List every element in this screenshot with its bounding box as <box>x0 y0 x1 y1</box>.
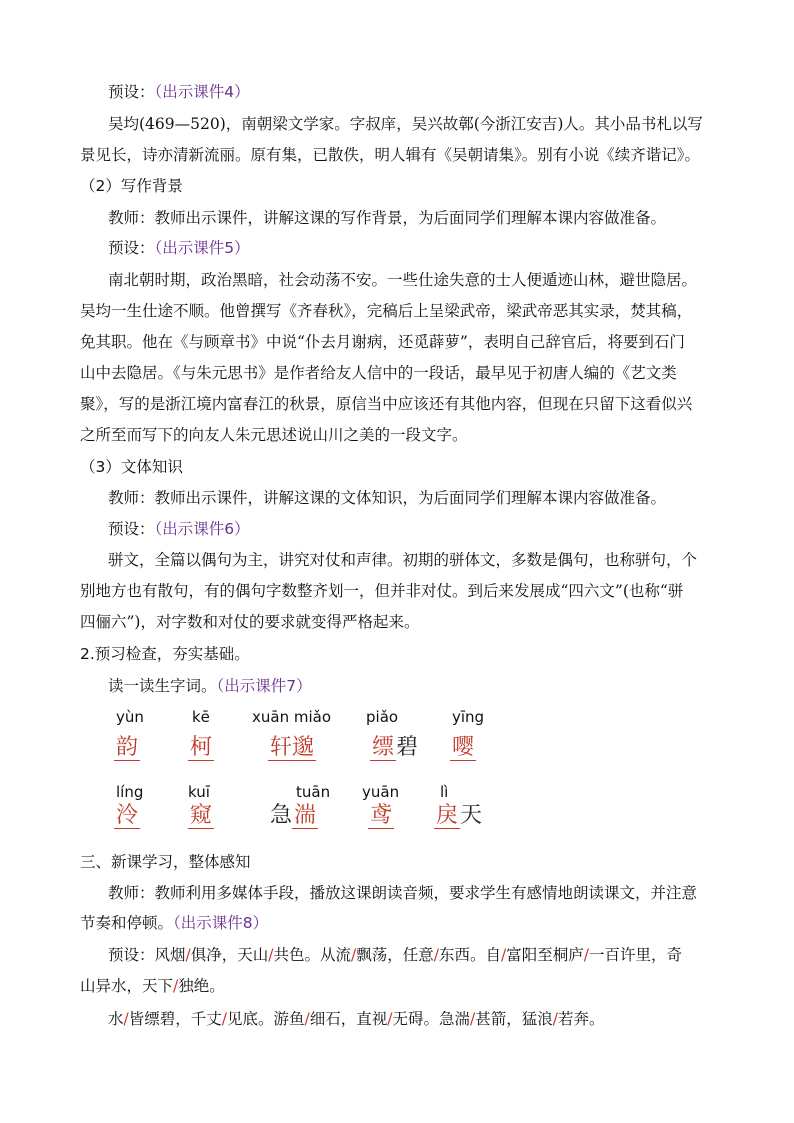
preset-label: 预设： <box>108 83 155 101</box>
pinyin-ling: líng <box>116 783 144 801</box>
text-segment: 预设：风烟 <box>108 946 186 964</box>
text-segment: 鸢 <box>370 803 393 828</box>
pause-slash: / <box>387 1010 393 1028</box>
text-segment: 飘荡，任意 <box>356 946 434 964</box>
reading-pause-line-2 <box>80 976 225 996</box>
background-para-4: 山中去隐居。《与朱元思书》是作者给友人信中的一段话，最早见于初唐人编的《艺文类 <box>80 364 677 382</box>
text-segment: 山异水，天下 <box>80 977 174 995</box>
preview-heading: 2.预习检查，夯实基础。 <box>80 645 250 663</box>
pause-slash: / <box>501 946 507 964</box>
pause-slash: / <box>268 946 274 964</box>
text-segment: 甚箭，猛浪 <box>475 1010 553 1028</box>
pause-slash: / <box>583 946 589 964</box>
text-segment: 皆缥碧，千丈 <box>128 1010 222 1028</box>
pinyin-yuan: yuān <box>362 783 400 801</box>
pinyin-li: lì <box>440 783 449 801</box>
text-segment: 若奔。 <box>558 1010 605 1028</box>
cue-courseware-4: （出示课件4） <box>154 83 250 101</box>
word-piaobi <box>370 735 418 761</box>
text-segment: 窥 <box>190 803 213 828</box>
text-segment: 嘤 <box>452 735 475 760</box>
preset-line-6 <box>108 519 250 539</box>
text-segment: 东西。自 <box>439 946 502 964</box>
pinyin-ying: yīng <box>452 708 485 726</box>
pinyin-piao: piǎo <box>366 708 399 726</box>
text-segment: 节奏和停顿。 <box>80 914 174 932</box>
genre-para-3: 四俪六”)，对字数和对仗的要求就变得严格起来。 <box>80 613 420 631</box>
word-yuan <box>368 803 394 829</box>
genre-para-2: 别地方也有散句，有的偶句字数整齐划一，但并非对仗。到后来发展成“四六文”(也称“骈 <box>80 582 684 600</box>
pause-slash: / <box>304 1010 310 1028</box>
pause-slash: / <box>552 1010 558 1028</box>
text-segment: 见底。游鱼 <box>227 1010 305 1028</box>
text-segment: 碧 <box>396 735 419 760</box>
reading-pause-line-3 <box>108 1009 605 1029</box>
word-litian <box>434 803 482 829</box>
background-para-1: 南北朝时期，政治黑暗，社会动荡不安。一些仕途失意的士人便遁迹山林，避世隐居。 <box>108 271 698 289</box>
text-segment: 韵 <box>116 735 139 760</box>
background-para-2: 吴均一生仕途不顺。他曾撰写《齐春秋》，完稿后上呈梁武帝，梁武帝恶其实录，焚其稿， <box>80 302 693 320</box>
word-ke <box>188 735 214 761</box>
text-segment: 柯 <box>190 735 213 760</box>
pinyin-ke: kē <box>192 708 210 726</box>
author-line-1: 吴均(469—520)，南朝梁文学家。字叔庠，吴兴故鄣(今浙江安吉)人。其小品书札以写 <box>108 115 703 133</box>
genre-para-1: 骈文，全篇以偶句为主，讲究对仗和声律。初期的骈体文，多数是偶句，也称骈句，个 <box>108 551 698 569</box>
pinyin-yun: yùn <box>116 708 144 726</box>
pause-slash: / <box>351 946 357 964</box>
preview-read-line <box>108 676 312 696</box>
text-segment: 天 <box>460 803 483 828</box>
section3-heading: 三、新课学习，整体感知 <box>80 853 251 871</box>
text-segment: 富阳至桐庐 <box>506 946 584 964</box>
text-segment: 共色。从流 <box>273 946 352 964</box>
text-segment: 水 <box>108 1010 124 1028</box>
genre-heading: （3）文体知识 <box>80 458 183 476</box>
text-segment: 急 <box>270 803 293 828</box>
background-para-3: 免其职。他在《与顾章书》中说“仆去月谢病，还觅薜萝”，表明自己辞官后，将要到石门 <box>80 333 685 351</box>
text-segment: 一百许里，奇 <box>589 946 683 964</box>
reading-pause-line-1 <box>108 945 682 965</box>
pause-slash: / <box>221 1010 227 1028</box>
text-segment: 独绝。 <box>178 977 225 995</box>
text-segment: 俱净，天山 <box>190 946 269 964</box>
text-segment: 细石，直视 <box>309 1010 388 1028</box>
text-segment: 无碍。急湍 <box>392 1010 471 1028</box>
section3-teacher-2 <box>80 913 268 933</box>
text-segment: 戾 <box>436 803 459 828</box>
cue-courseware-7: （出示课件7） <box>216 677 312 695</box>
preview-read-text: 读一读生字词。 <box>108 677 217 695</box>
pinyin-tuan: tuān <box>296 783 331 801</box>
preset-label: 预设： <box>108 520 155 538</box>
word-ying <box>450 735 476 761</box>
background-para-5: 聚》，写的是浙江境内富春江的秋景，原信当中应该还有其他内容，但现在只留下这看似兴 <box>80 395 693 413</box>
pinyin-xuanmiao: xuān miǎo <box>252 708 331 726</box>
background-heading: （2）写作背景 <box>80 177 183 195</box>
pause-slash: / <box>123 1010 129 1028</box>
text-segment: 缥 <box>372 735 395 760</box>
preset-line-4 <box>108 82 250 102</box>
word-kui <box>188 803 214 829</box>
word-xuanmiao <box>268 735 316 761</box>
pause-slash: / <box>433 946 439 964</box>
background-para-6: 之所至而写下的向友人朱元思述说山川之美的一段文字。 <box>80 426 468 444</box>
word-yun <box>114 735 140 761</box>
genre-teacher: 教师：教师出示课件，讲解这课的文体知识，为后面同学们理解本课内容做准备。 <box>108 489 667 507</box>
preset-label: 预设： <box>108 239 155 257</box>
cue-courseware-8: （出示课件8） <box>173 914 269 932</box>
pause-slash: / <box>185 946 191 964</box>
author-line-2: 景见长，诗亦清新流丽。原有集，已散佚，明人辑有《吴朝请集》。别有小说《续齐谐记》。 <box>80 146 701 164</box>
preset-line-5 <box>108 238 250 258</box>
pinyin-kui: kuī <box>188 783 210 801</box>
text-segment: 泠 <box>116 803 139 828</box>
text-segment: 湍 <box>294 803 317 828</box>
text-segment: 轩邈 <box>270 735 315 760</box>
section3-teacher-1: 教师：教师利用多媒体手段，播放这课朗读音频，要求学生有感情地朗读课文，并注意 <box>108 884 698 902</box>
cue-courseware-6: （出示课件6） <box>154 520 250 538</box>
word-ling <box>114 803 140 829</box>
pause-slash: / <box>173 977 179 995</box>
word-jituan <box>270 803 318 829</box>
pause-slash: / <box>470 1010 476 1028</box>
cue-courseware-5: （出示课件5） <box>154 239 250 257</box>
background-teacher: 教师：教师出示课件，讲解这课的写作背景，为后面同学们理解本课内容做准备。 <box>108 209 667 227</box>
